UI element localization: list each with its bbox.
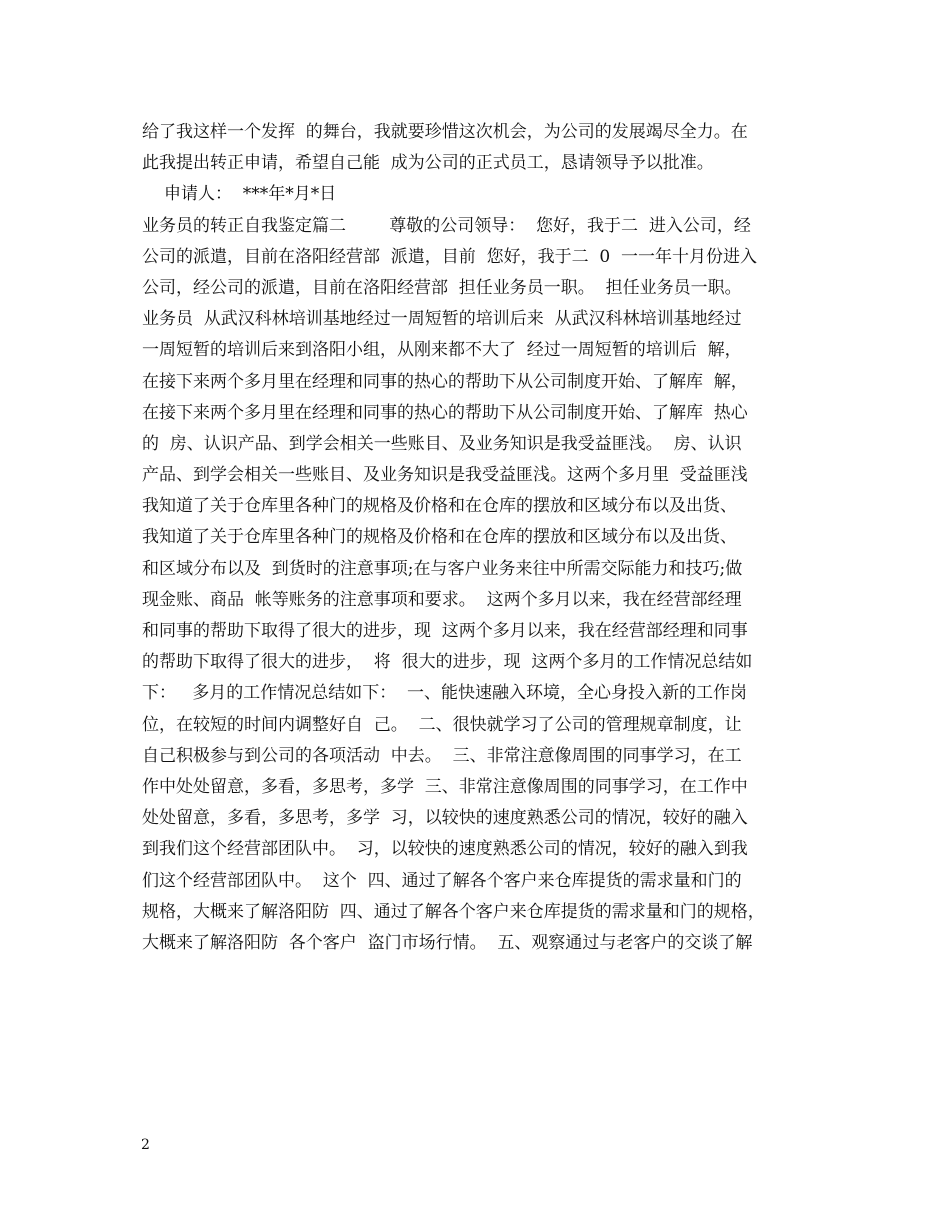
text-line: 在接下来两个多月里在经理和同事的热心的帮助下从公司制度开始、了解库 热心 [142,402,748,423]
text-line: 们这个经营部团队中。 这个 四、通过了解各个客户来仓库提货的需求量和门的 [142,870,742,891]
text-line: 现金账、商品 帐等账务的注意事项和要求。 这两个多月以来，我在经营部经理 [142,589,742,610]
text-line: 大概来了解洛阳防 各个客户 盗门市场行情。 五、观察通过与老客户的交谈了解 [142,932,753,953]
text-line: 给了我这样一个发挥 的舞台，我就要珍惜这次机会，为公司的发展竭尽全力。在 [142,122,748,142]
page-number: 2 [141,1137,150,1153]
text-line: 此我提出转正申请，希望自己能 成为公司的正式员工，恳请领导予以批准。 [142,153,714,174]
text-line: 自己积极参与到公司的各项活动 中去。 三、非常注意像周围的同事学习，在工 [142,745,742,766]
text-line: 在接下来两个多月里在经理和同事的热心的帮助下从公司制度开始、了解库 解， [142,371,748,392]
text-line: 的 房、认识产品、到学会相关一些账目、及业务知识是我受益匪浅。 房、认识 [142,433,742,454]
text-line: 我知道了关于仓库里各种门的规格及价格和在仓库的摆放和区域分布以及出货、 [142,527,737,548]
text-line: 处处留意，多看，多思考，多学 习，以较快的速度熟悉公司的情况，较好的融入 [142,808,748,829]
text-line: 的帮助下取得了很大的进步， 将 很大的进步，现 这两个多月的工作情况总结如 [142,652,753,673]
applicant-signature-line: 申请人： ***年*月*日 [164,184,337,205]
text-line: 公司的派遣，目前在洛阳经营部 派遣，目前 您好，我于二 0 一一年十月份进入 [142,246,758,267]
text-line: 作中处处留意，多看，多思考，多学 三、非常注意像周围的同事学习，在工作中 [142,776,748,797]
text-line: 规格，大概来了解洛阳防 四、通过了解各个客户来仓库提货的需求量和门的规格， [142,901,765,922]
text-line: 产品、到学会相关一些账目、及业务知识是我受益匪浅。这两个多月里 受益匪浅 [142,465,748,486]
section-heading-line: 业务员的转正自我鉴定篇二 尊敬的公司领导： 您好，我于二 进入公司，经 [142,215,751,236]
text-line: 和同事的帮助下取得了很大的进步，现 这两个多月以来，我在经营部经理和同事 [142,621,748,641]
text-line: 和区域分布以及 到货时的注意事项;在与客户业务来往中所需交际能力和技巧;做 [142,558,743,579]
document-body [142,117,822,959]
text-line: 业务员 从武汉科林培训基地经过一周短暂的培训后来 从武汉科林培训基地经过 [142,309,742,330]
text-line: 一周短暂的培训后来到洛阳小组，从刚来都不大了 经过一周短暂的培训后 解， [142,340,742,361]
text-line: 位，在较短的时间内调整好自 己。 二、很快就学习了公司的管理规章制度，让 [142,714,742,735]
text-line: 下： 多月的工作情况总结如下： 一、能快速融入环境，全心身投入新的工作岗 [142,683,748,704]
text-line: 我知道了关于仓库里各种门的规格及价格和在仓库的摆放和区域分布以及出货、 [142,496,737,517]
text-line: 到我们这个经营部团队中。 习，以较快的速度熟悉公司的情况，较好的融入到我 [142,839,748,860]
text-line: 公司，经公司的派遣，目前在洛阳经营部 担任业务员一职。 担任业务员一职。 [142,277,742,298]
